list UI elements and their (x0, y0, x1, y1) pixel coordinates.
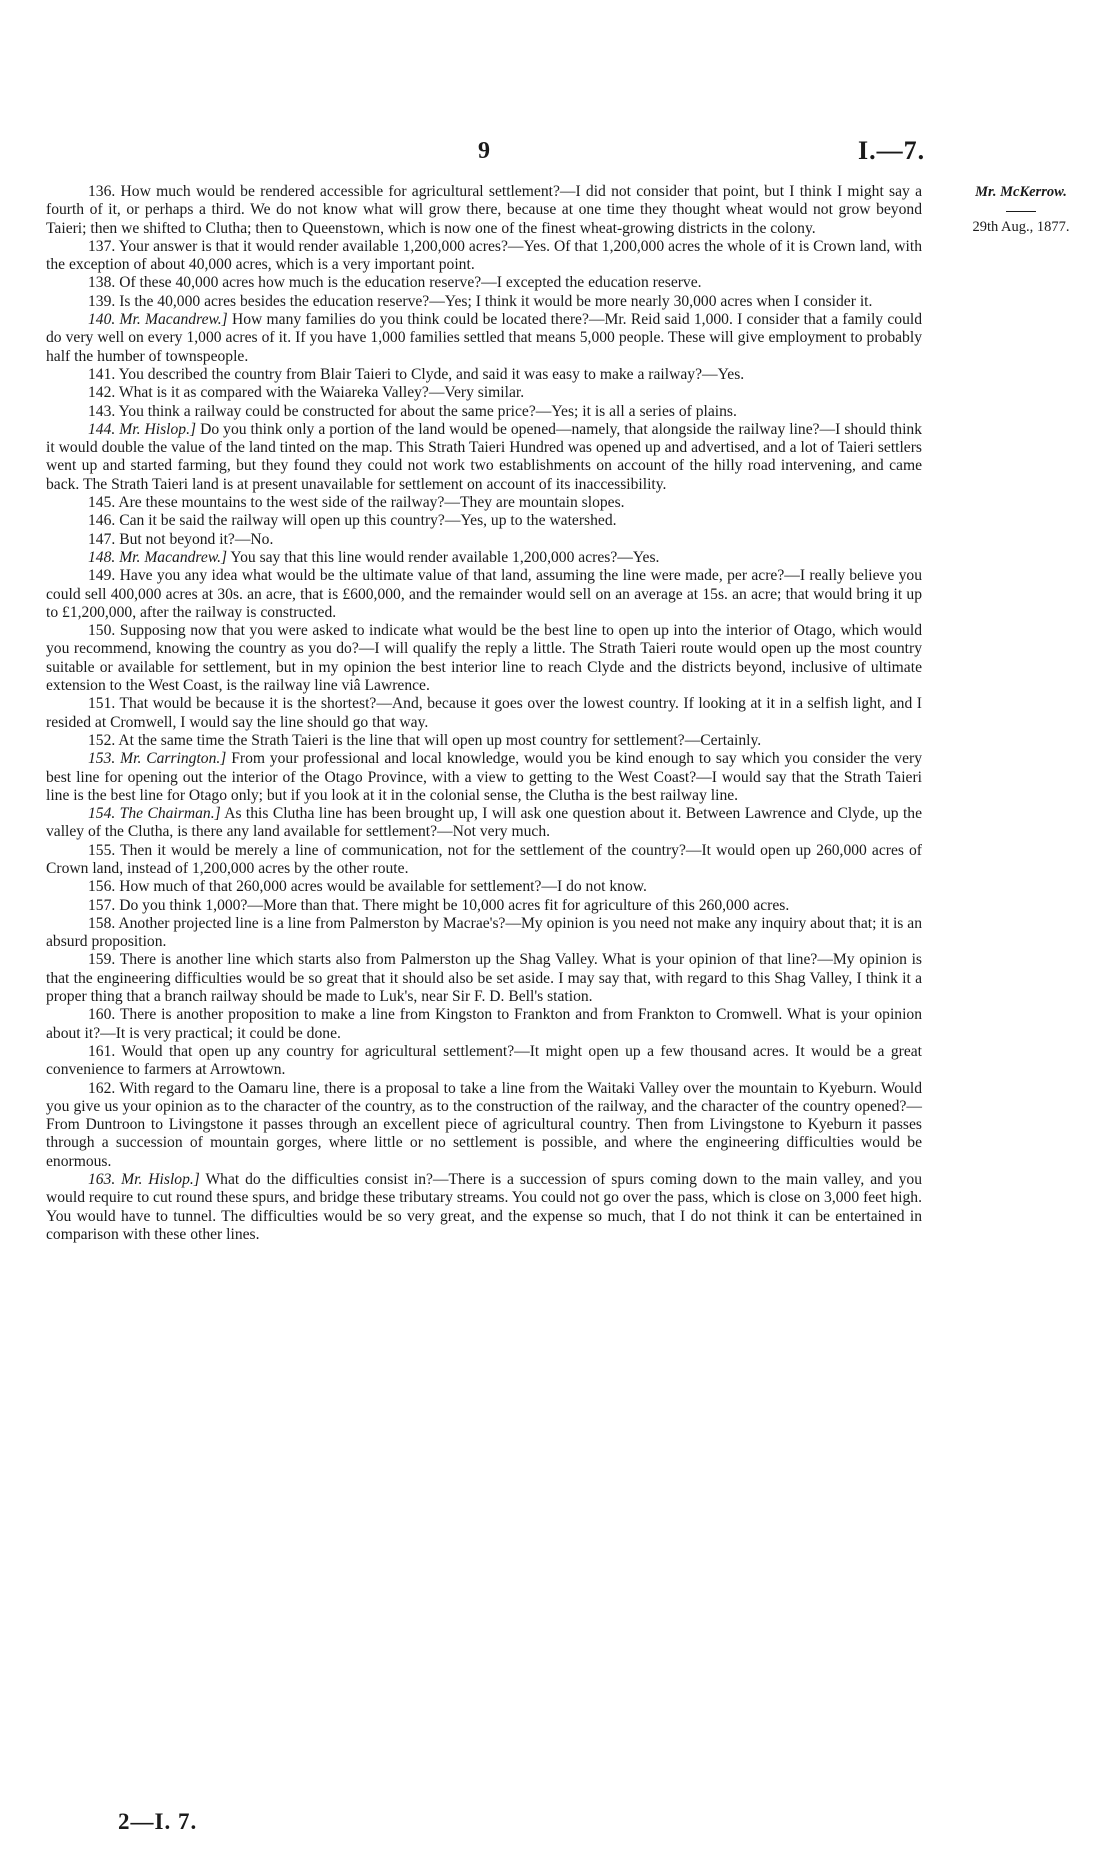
witness-name: Mr. McKerrow. (975, 184, 1067, 200)
testimony-paragraph (46, 512, 922, 530)
paragraph-text: 152. At the same time the Strath Taieri is the line that will open up most country for settlement?—Certainly. (88, 731, 762, 749)
paragraph-text: 143. You think a railway could be constructed for about the same price?—Yes; it is all a series of plains. (88, 402, 737, 420)
paragraph-text: 146. Can it be said the railway will open up this country?—Yes, up to the watershed. (88, 512, 617, 530)
speaker-label: 153. Mr. Carrington.] (88, 750, 227, 768)
printer-signature: 2—I. 7. (118, 1809, 198, 1834)
paragraph-text: 151. That would be because it is the shortest?—And, because it goes over the lowest country. If looking at it in a selfish light, and I resided at Cromwell, I would say the line should go that way. (46, 695, 922, 731)
margin-rule (1006, 211, 1036, 212)
testimony-paragraph (46, 915, 922, 952)
paragraph-text: How many families do you think could be located there?—Mr. Reid said 1,000. I consider that a family could do very well on every 1,000 acres of it. If you have 1,000 families settled that means 5,000 people. These will give employment to probably half the humber of townspeople. (46, 311, 922, 365)
paragraph-text: 150. Supposing now that you were asked to indicate what would be the best line to open up into the interior of Otago, which would you recommend, knowing the country as you do?—I will qualify the reply a little. The Strath Taieri route would open up the most country suitable or available for settlement, but in my opinion the best interior line to reach Clyde and the districts beyond, inclusive of ultimate extension to the West Coast, is the railway line viâ Lawrence. (46, 622, 922, 695)
testimony-paragraph (46, 842, 922, 879)
paragraph-text: 141. You described the country from Blair Taieri to Clyde, and said it was easy to make a railway?—Yes. (88, 365, 745, 383)
paragraph-text: 161. Would that open up any country for agricultural settlement?—It might open up a few thousand acres. It would be a great convenience to farmers at Arrowtown. (46, 1042, 922, 1079)
testimony-paragraph (46, 403, 922, 421)
testimony-paragraph (46, 238, 922, 275)
testimony-paragraph (46, 384, 922, 402)
paragraph-text: 136. How much would be rendered accessible for agricultural settlement?—I did not consider that point, but I think I might say a fourth of it, or perhaps a third. We do not know what will grow there, because at one time they thought wheat would not grow beyond Taieri; then we shifted to Clutha; then to Queenstown, which is now one of the finest wheat-growing districts in the colony. (46, 183, 922, 237)
paragraph-text: 162. With regard to the Oamaru line, there is a proposal to take a line from the Waitaki Valley over the mountain to Kyeburn. Would you give us your opinion as to the character of the country, as to the construction of the railway, and the character of the country opened?—From Duntroon to Livingstone it passes through an excellent piece of agricultural country. Then from Livingstone to Kyeburn it passes through a succession of mountain gorges, where little or no settlement is possible, and where the engineering difficulties would be enormous. (46, 1079, 922, 1170)
document-reference: I.—7. (858, 136, 926, 165)
paragraph-text: 142. What is it as compared with the Waiareka Valley?—Very similar. (88, 384, 525, 402)
page-number: 9 (478, 138, 490, 164)
testimony-paragraph (46, 183, 922, 238)
paragraph-text: 159. There is another line which starts also from Palmerston up the Shag Valley. What is your opinion of that line?—My opinion is that the engineering difficulties would be so great that it should also be set aside. I may say that, with regard to this Shag Valley, I think it a proper thing that a branch railway should be made to Luk's, near Sir F. D. Bell's station. (46, 951, 922, 1006)
speaker-label: 140. Mr. Macandrew.] (88, 311, 228, 329)
testimony-paragraph (46, 549, 922, 567)
testimony-paragraph (46, 293, 922, 311)
testimony-paragraph (46, 1080, 922, 1171)
paragraph-text: 138. Of these 40,000 acres how much is the education reserve?—I excepted the education reserve. (88, 274, 702, 292)
testimony-paragraph (46, 750, 922, 805)
testimony-paragraph (46, 622, 922, 695)
speaker-label: 154. The Chairman.] (88, 805, 221, 823)
margin-note (935, 183, 1107, 237)
testimony-paragraph (46, 805, 922, 842)
speaker-label: 144. Mr. Hislop.] (88, 420, 197, 438)
paragraph-text: 158. Another projected line is a line from Palmerston by Macrae's?—My opinion is you need not make any inquiry about that; it is an absurd proposition. (46, 914, 922, 951)
testimony-paragraph (46, 1171, 922, 1244)
paragraph-text: 137. Your answer is that it would render available 1,200,000 acres?—Yes. Of that 1,200,000 acres the whole of it is Crown land, with the exception of about 40,000 acres, which is a very important point. (46, 237, 922, 274)
testimony-paragraph (46, 311, 922, 366)
paragraph-text: What do the difficulties consist in?—There is a succession of spurs coming down to the main valley, and you would require to cut round these spurs, and bridge these tributary streams. You could not go over the pass, which is close on 3,000 feet high. You would have to tunnel. The difficulties would be so very great, and the expense so much, that I do not think it can be entertained in comparison with these other lines. (46, 1171, 922, 1243)
testimony-paragraph (46, 531, 922, 549)
paragraph-text: 147. But not beyond it?—No. (88, 530, 274, 548)
testimony-paragraph (46, 494, 922, 512)
paragraph-text: 145. Are these mountains to the west side of the railway?—They are mountain slopes. (88, 494, 625, 512)
speaker-label: 163. Mr. Hislop.] (88, 1171, 200, 1189)
testimony-paragraph (46, 732, 922, 750)
testimony-paragraph (46, 897, 922, 915)
speaker-label: 148. Mr. Macandrew.] (88, 548, 228, 566)
paragraph-text: 149. Have you any idea what would be the ultimate value of that land, assuming the line were made, per acre?—I really believe you could sell 400,000 acres at 30s. an acre, that is £600,000, and the remainder would sell on an average at 15s. an acre; that would bring it up to £1,200,000, after the railway is constructed. (46, 567, 922, 621)
hearing-date: 29th Aug., 1877. (972, 219, 1070, 235)
testimony-body (46, 183, 922, 1244)
testimony-paragraph (46, 878, 922, 896)
testimony-paragraph (46, 366, 922, 384)
paragraph-text: 156. How much of that 260,000 acres would be available for settlement?—I do not know. (88, 878, 647, 896)
testimony-paragraph (46, 1043, 922, 1080)
testimony-paragraph (46, 567, 922, 622)
paragraph-text: You say that this line would render available 1,200,000 acres?—Yes. (230, 548, 660, 566)
testimony-paragraph (46, 951, 922, 1006)
paragraph-text: From your professional and local knowledge, would you be kind enough to say which you consider the very best line for opening out the interior of the Otago Province, with a view to getting to the West Coast?—I would say that the Strath Taieri line is the best line for Otago only; but if you look at it in the colonial sense, the Clutha is the best railway line. (46, 750, 922, 804)
paragraph-text: 155. Then it would be merely a line of communication, not for the settlement of the country?—It would open up 260,000 acres of Crown land, instead of 1,200,000 acres by the other route. (46, 841, 922, 877)
paragraph-text: Do you think only a portion of the land would be opened—namely, that alongside the railway line?—I should think it would double the value of the land tinted on the map. This Strath Taieri Hundred was opened up and advertised, and a lot of Taieri settlers went up and started farming, but they found they could not work two establishments on account of the hilly road intervening, and came back. The Strath Taieri land is at present unavailable for settlement on account of its inaccessibility. (46, 420, 922, 493)
testimony-paragraph (46, 421, 922, 494)
paragraph-text: As this Clutha line has been brought up, I will ask one question about it. Between Lawrence and Clyde, up the valley of the Clutha, is there any land available for settlement?—Not very much. (46, 805, 922, 841)
paragraph-text: 139. Is the 40,000 acres besides the education reserve?—Yes; I think it would be more nearly 30,000 acres when I consider it. (88, 292, 873, 310)
paragraph-text: 157. Do you think 1,000?—More than that. There might be 10,000 acres fit for agriculture of this 260,000 acres. (88, 896, 790, 914)
paragraph-text: 160. There is another proposition to make a line from Kingston to Frankton and from Frankton to Cromwell. What is your opinion about it?—It is very practical; it could be done. (46, 1006, 922, 1042)
testimony-paragraph (46, 1006, 922, 1043)
testimony-paragraph (46, 274, 922, 292)
testimony-paragraph (46, 695, 922, 732)
